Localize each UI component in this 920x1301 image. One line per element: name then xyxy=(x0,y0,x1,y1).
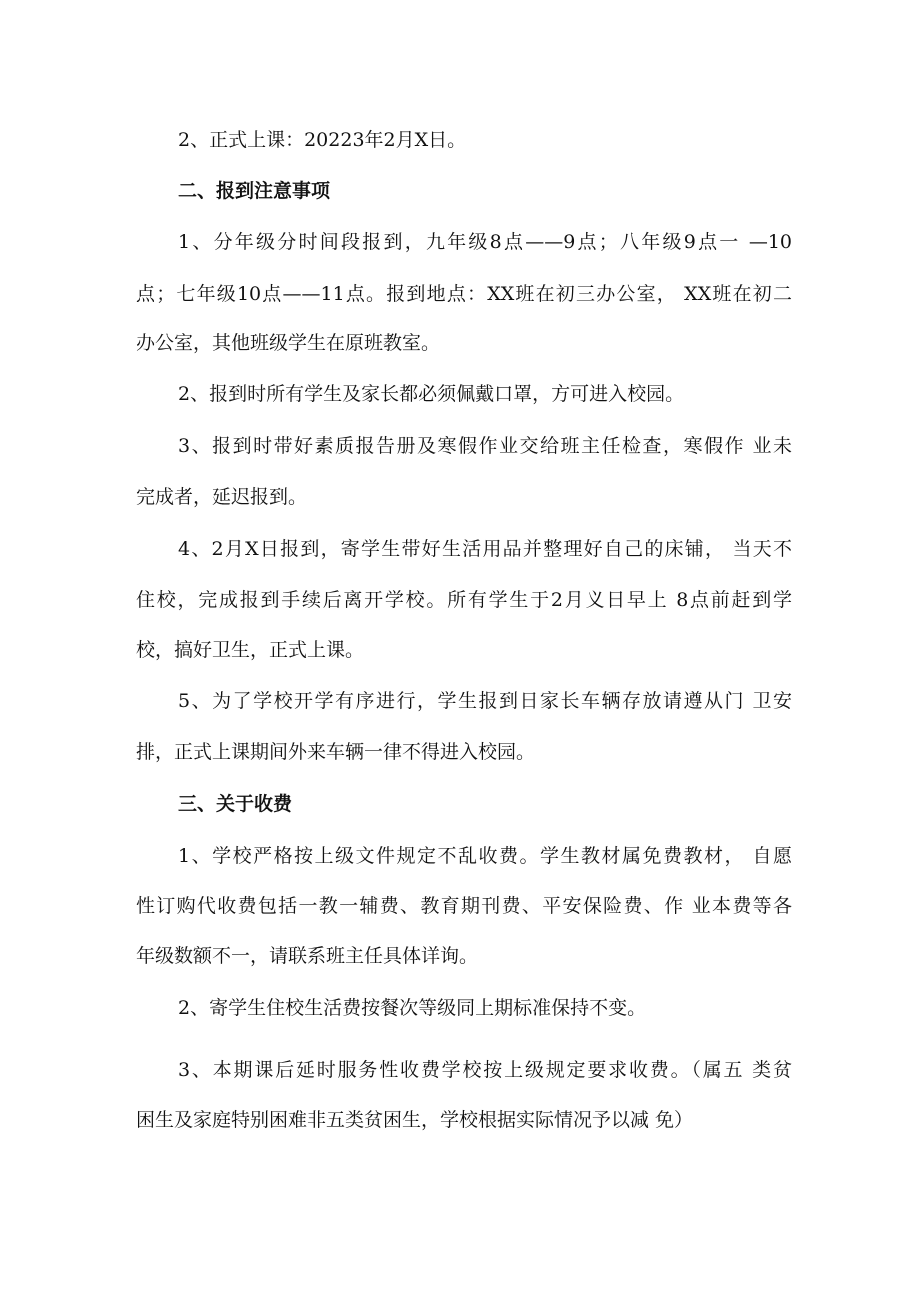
fee-item-1-line-3: 年级数额不一，请联系班主任具体详询。 xyxy=(136,945,479,967)
section-heading-registration-notes: 二、报到注意事项 xyxy=(178,180,331,202)
item-1-line-2: 点；七年级10点——11点。报到地点：XX班在初三办公室， XX班在初二 xyxy=(136,283,792,305)
item-2-mask: 2、报到时所有学生及家长都必须佩戴口罩，方可进入校园。 xyxy=(178,383,685,405)
fee-item-1-line-1: 1、学校严格按上级文件规定不乱收费。学生教材属免费教材， 自愿 xyxy=(178,845,792,867)
fee-item-3-line-2: 困生及家庭特别困难非五类贫困生，学校根据实际情况予以减 免） xyxy=(136,1109,694,1131)
fee-item-3-line-1: 3、本期课后延时服务性收费学校按上级规定要求收费。（属五 类贫 xyxy=(178,1059,792,1081)
item-4-line-3: 校，搞好卫生，正式上课。 xyxy=(136,639,365,661)
fee-item-1-line-2: 性订购代收费包括一教一辅费、教育期刊费、平安保险费、作 业本费等各 xyxy=(136,895,792,917)
fee-item-2: 2、寄学生住校生活费按餐次等级同上期标准保持不变。 xyxy=(178,997,647,1019)
item-3-line-1: 3、报到时带好素质报告册及寒假作业交给班主任检查，寒假作 业未 xyxy=(178,435,792,457)
item-formal-class-date: 2、正式上课：20223年2月X日。 xyxy=(178,129,467,151)
item-1-line-3: 办公室，其他班级学生在原班教室。 xyxy=(136,332,441,354)
item-1-line-1: 1、分年级分时间段报到，九年级8点——9点；八年级9点一 —10 xyxy=(178,231,792,253)
item-5-line-2: 排，正式上课期间外来车辆一律不得进入校园。 xyxy=(136,741,536,763)
item-3-line-2: 完成者，延迟报到。 xyxy=(136,486,308,508)
item-4-line-2: 住校，完成报到手续后离开学校。所有学生于2月义日早上 8点前赶到学 xyxy=(136,589,792,611)
section-heading-fees: 三、关于收费 xyxy=(178,793,293,815)
item-5-line-1: 5、为了学校开学有序进行，学生报到日家长车辆存放请遵从门 卫安 xyxy=(178,690,792,712)
item-4-line-1: 4、2月X日报到，寄学生带好生活用品并整理好自己的床铺， 当天不 xyxy=(178,538,792,560)
